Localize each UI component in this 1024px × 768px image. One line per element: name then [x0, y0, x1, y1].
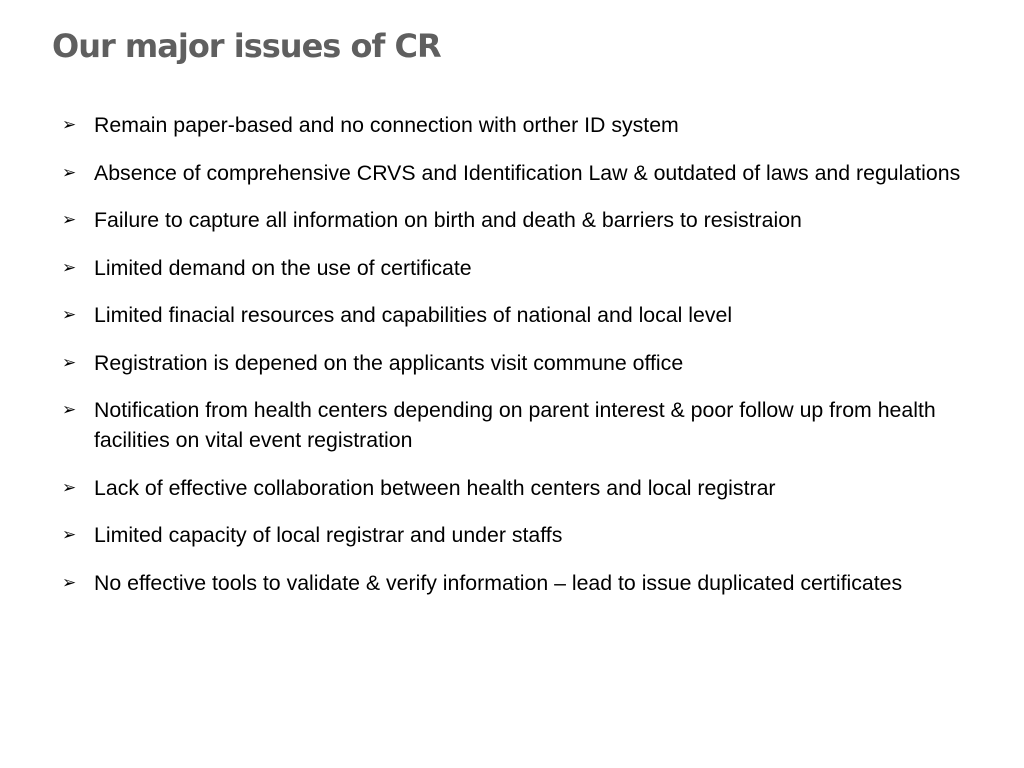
list-item-text: Registration is depened on the applicants visit commune office	[94, 350, 684, 375]
list-item	[62, 253, 982, 283]
arrowhead-bullet-icon: ➢	[62, 210, 77, 230]
list-item	[62, 300, 982, 330]
list-item	[62, 205, 982, 235]
list-item-text: Absence of comprehensive CRVS and Identification Law & outdated of laws and regulations	[94, 160, 961, 185]
list-item-text: Failure to capture all information on birth and death & barriers to resistraion	[94, 208, 802, 232]
arrowhead-bullet-icon: ➢	[62, 162, 77, 183]
bullet-list	[62, 110, 982, 615]
list-item	[62, 395, 982, 455]
list-item-text: Limited capacity of local registrar and under staffs	[94, 523, 563, 547]
list-item	[62, 473, 982, 503]
list-item	[62, 348, 982, 378]
arrowhead-bullet-icon: ➢	[62, 525, 77, 545]
slide-title: Our major issues of CR	[52, 27, 441, 65]
list-item	[62, 158, 982, 188]
arrowhead-bullet-icon: ➢	[62, 477, 77, 498]
arrowhead-bullet-icon: ➢	[62, 305, 77, 325]
arrowhead-bullet-icon: ➢	[62, 115, 77, 135]
list-item-text: Lack of effective collaboration between health centers and local registrar	[94, 475, 776, 500]
arrowhead-bullet-icon: ➢	[62, 572, 77, 593]
arrowhead-bullet-icon: ➢	[62, 352, 77, 373]
list-item-text: Limited finacial resources and capabilities of national and local level	[94, 303, 733, 327]
list-item-text: Notification from health centers depending on parent interest & poor follow up from health facilities on vital event registration	[94, 398, 936, 452]
list-item-text: Remain paper-based and no connection with orther ID system	[94, 113, 679, 137]
list-item	[62, 110, 982, 140]
arrowhead-bullet-icon: ➢	[62, 257, 77, 278]
list-item-text: Limited demand on the use of certificate	[94, 255, 472, 280]
list-item	[62, 568, 982, 598]
arrowhead-bullet-icon: ➢	[62, 400, 77, 420]
list-item-text: No effective tools to validate & verify information – lead to issue duplicated certificates	[94, 570, 903, 595]
list-item	[62, 520, 982, 550]
